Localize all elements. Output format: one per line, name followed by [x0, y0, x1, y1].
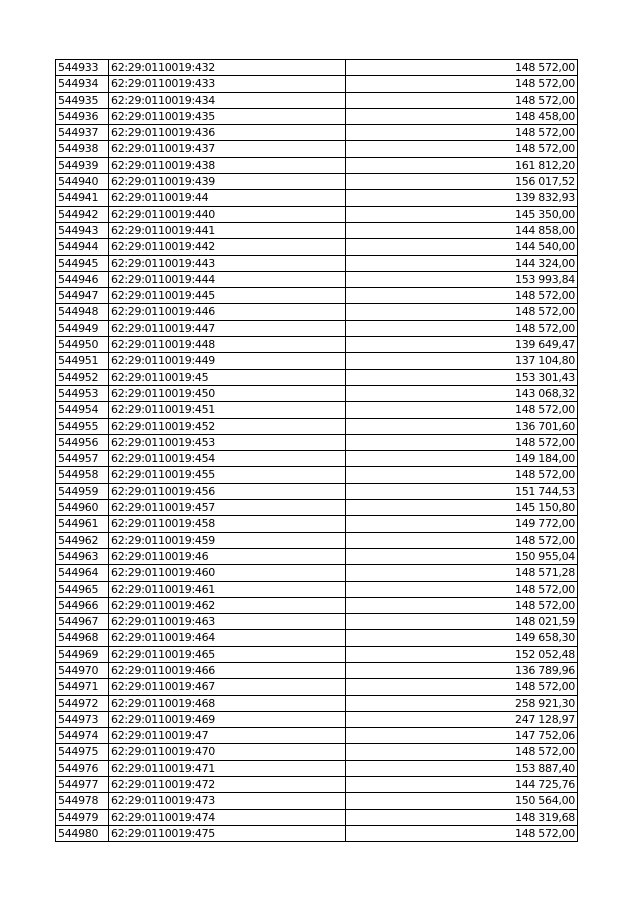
table-row [56, 662, 578, 678]
cadastral-value-cell: 148 021,59 [346, 614, 578, 630]
row-id-cell: 544978 [56, 793, 109, 809]
row-id-cell: 544979 [56, 809, 109, 825]
cadastral-number-cell: 62:29:0110019:45 [109, 369, 346, 385]
cadastral-value-cell: 148 572,00 [346, 320, 578, 336]
table-row [56, 711, 578, 727]
cadastral-number-cell: 62:29:0110019:437 [109, 141, 346, 157]
cadastral-value-cell: 148 572,00 [346, 125, 578, 141]
table-row [56, 92, 578, 108]
row-id-cell: 544970 [56, 662, 109, 678]
cadastral-value-cell: 258 921,30 [346, 695, 578, 711]
table-row [56, 337, 578, 353]
row-id-cell: 544962 [56, 532, 109, 548]
cadastral-number-cell: 62:29:0110019:47 [109, 728, 346, 744]
row-id-cell: 544976 [56, 760, 109, 776]
table-body [56, 60, 578, 842]
cadastral-number-cell: 62:29:0110019:449 [109, 353, 346, 369]
row-id-cell: 544971 [56, 679, 109, 695]
row-id-cell: 544952 [56, 369, 109, 385]
cadastral-number-cell: 62:29:0110019:444 [109, 271, 346, 287]
cadastral-number-cell: 62:29:0110019:445 [109, 288, 346, 304]
cadastral-value-cell: 148 572,00 [346, 402, 578, 418]
row-id-cell: 544934 [56, 76, 109, 92]
cadastral-value-cell: 139 649,47 [346, 337, 578, 353]
row-id-cell: 544954 [56, 402, 109, 418]
cadastral-value-cell: 148 572,00 [346, 304, 578, 320]
row-id-cell: 544939 [56, 157, 109, 173]
cadastral-value-cell: 149 658,30 [346, 630, 578, 646]
table-row [56, 288, 578, 304]
cadastral-number-cell: 62:29:0110019:469 [109, 711, 346, 727]
cadastral-number-cell: 62:29:0110019:459 [109, 532, 346, 548]
cadastral-value-cell: 150 955,04 [346, 548, 578, 564]
table-row [56, 434, 578, 450]
table-row [56, 190, 578, 206]
cadastral-value-cell: 153 887,40 [346, 760, 578, 776]
cadastral-number-cell: 62:29:0110019:465 [109, 646, 346, 662]
cadastral-number-cell: 62:29:0110019:456 [109, 483, 346, 499]
row-id-cell: 544941 [56, 190, 109, 206]
table-row [56, 500, 578, 516]
cadastral-number-cell: 62:29:0110019:475 [109, 825, 346, 841]
row-id-cell: 544936 [56, 108, 109, 124]
table-row [56, 809, 578, 825]
cadastral-value-cell: 247 128,97 [346, 711, 578, 727]
cadastral-value-cell: 136 701,60 [346, 418, 578, 434]
cadastral-value-cell: 153 993,84 [346, 271, 578, 287]
table-row [56, 239, 578, 255]
cadastral-value-cell: 149 772,00 [346, 516, 578, 532]
table-row [56, 597, 578, 613]
cadastral-value-cell: 143 068,32 [346, 385, 578, 401]
row-id-cell: 544967 [56, 614, 109, 630]
cadastral-value-cell: 136 789,96 [346, 662, 578, 678]
cadastral-number-cell: 62:29:0110019:468 [109, 695, 346, 711]
cadastral-value-cell: 150 564,00 [346, 793, 578, 809]
table-row [56, 174, 578, 190]
table-row [56, 548, 578, 564]
row-id-cell: 544956 [56, 434, 109, 450]
cadastral-number-cell: 62:29:0110019:471 [109, 760, 346, 776]
table-row [56, 320, 578, 336]
cadastral-number-cell: 62:29:0110019:462 [109, 597, 346, 613]
table-row [56, 483, 578, 499]
table-row [56, 532, 578, 548]
cadastral-number-cell: 62:29:0110019:458 [109, 516, 346, 532]
table-row [56, 565, 578, 581]
cadastral-number-cell: 62:29:0110019:460 [109, 565, 346, 581]
cadastral-value-cell: 148 571,28 [346, 565, 578, 581]
cadastral-value-cell: 148 572,00 [346, 597, 578, 613]
row-id-cell: 544972 [56, 695, 109, 711]
row-id-cell: 544947 [56, 288, 109, 304]
row-id-cell: 544980 [56, 825, 109, 841]
table-row [56, 825, 578, 841]
cadastral-value-cell: 156 017,52 [346, 174, 578, 190]
cadastral-number-cell: 62:29:0110019:438 [109, 157, 346, 173]
cadastral-number-cell: 62:29:0110019:455 [109, 467, 346, 483]
row-id-cell: 544957 [56, 451, 109, 467]
cadastral-number-cell: 62:29:0110019:436 [109, 125, 346, 141]
table-row [56, 516, 578, 532]
table-row [56, 255, 578, 271]
cadastral-number-cell: 62:29:0110019:474 [109, 809, 346, 825]
row-id-cell: 544955 [56, 418, 109, 434]
table-row [56, 385, 578, 401]
cadastral-number-cell: 62:29:0110019:464 [109, 630, 346, 646]
cadastral-number-cell: 62:29:0110019:461 [109, 581, 346, 597]
row-id-cell: 544975 [56, 744, 109, 760]
cadastral-value-cell: 148 572,00 [346, 532, 578, 548]
row-id-cell: 544966 [56, 597, 109, 613]
cadastral-value-cell: 139 832,93 [346, 190, 578, 206]
row-id-cell: 544938 [56, 141, 109, 157]
table-row [56, 271, 578, 287]
row-id-cell: 544944 [56, 239, 109, 255]
cadastral-number-cell: 62:29:0110019:454 [109, 451, 346, 467]
row-id-cell: 544974 [56, 728, 109, 744]
cadastral-value-cell: 144 324,00 [346, 255, 578, 271]
cadastral-number-cell: 62:29:0110019:457 [109, 500, 346, 516]
cadastral-value-cell: 145 350,00 [346, 206, 578, 222]
table-row [56, 646, 578, 662]
table-row [56, 304, 578, 320]
row-id-cell: 544961 [56, 516, 109, 532]
cadastral-value-cell: 148 458,00 [346, 108, 578, 124]
row-id-cell: 544960 [56, 500, 109, 516]
table-row [56, 222, 578, 238]
row-id-cell: 544948 [56, 304, 109, 320]
cadastral-number-cell: 62:29:0110019:448 [109, 337, 346, 353]
cadastral-value-cell: 147 752,06 [346, 728, 578, 744]
table-row [56, 760, 578, 776]
table-row [56, 402, 578, 418]
row-id-cell: 544946 [56, 271, 109, 287]
table-row [56, 614, 578, 630]
row-id-cell: 544964 [56, 565, 109, 581]
row-id-cell: 544935 [56, 92, 109, 108]
cadastral-number-cell: 62:29:0110019:439 [109, 174, 346, 190]
table-row [56, 728, 578, 744]
row-id-cell: 544977 [56, 777, 109, 793]
table-row [56, 744, 578, 760]
row-id-cell: 544953 [56, 385, 109, 401]
row-id-cell: 544942 [56, 206, 109, 222]
table-row [56, 418, 578, 434]
cadastral-number-cell: 62:29:0110019:463 [109, 614, 346, 630]
cadastral-value-cell: 149 184,00 [346, 451, 578, 467]
row-id-cell: 544949 [56, 320, 109, 336]
row-id-cell: 544958 [56, 467, 109, 483]
table-row [56, 60, 578, 76]
cadastral-value-cell: 137 104,80 [346, 353, 578, 369]
cadastral-value-cell: 148 572,00 [346, 288, 578, 304]
table-row [56, 451, 578, 467]
row-id-cell: 544951 [56, 353, 109, 369]
table-row [56, 157, 578, 173]
table-row [56, 695, 578, 711]
cadastral-number-cell: 62:29:0110019:440 [109, 206, 346, 222]
table-row [56, 206, 578, 222]
cadastral-number-cell: 62:29:0110019:451 [109, 402, 346, 418]
cadastral-number-cell: 62:29:0110019:470 [109, 744, 346, 760]
cadastral-value-cell: 148 572,00 [346, 92, 578, 108]
table-row [56, 76, 578, 92]
cadastral-value-cell: 148 572,00 [346, 581, 578, 597]
cadastral-value-cell: 148 572,00 [346, 679, 578, 695]
row-id-cell: 544963 [56, 548, 109, 564]
row-id-cell: 544940 [56, 174, 109, 190]
cadastral-number-cell: 62:29:0110019:435 [109, 108, 346, 124]
table-row [56, 467, 578, 483]
row-id-cell: 544943 [56, 222, 109, 238]
cadastral-number-cell: 62:29:0110019:472 [109, 777, 346, 793]
cadastral-value-cell: 144 540,00 [346, 239, 578, 255]
row-id-cell: 544968 [56, 630, 109, 646]
row-id-cell: 544973 [56, 711, 109, 727]
cadastral-value-cell: 153 301,43 [346, 369, 578, 385]
cadastral-value-cell: 148 572,00 [346, 825, 578, 841]
cadastral-number-cell: 62:29:0110019:473 [109, 793, 346, 809]
cadastral-number-cell: 62:29:0110019:452 [109, 418, 346, 434]
cadastral-value-cell: 145 150,80 [346, 500, 578, 516]
table-row [56, 141, 578, 157]
row-id-cell: 544937 [56, 125, 109, 141]
table-row [56, 108, 578, 124]
row-id-cell: 544965 [56, 581, 109, 597]
cadastral-number-cell: 62:29:0110019:466 [109, 662, 346, 678]
cadastral-number-cell: 62:29:0110019:443 [109, 255, 346, 271]
table-row [56, 125, 578, 141]
cadastral-value-cell: 148 572,00 [346, 60, 578, 76]
table-row [56, 369, 578, 385]
cadastral-value-cell: 148 572,00 [346, 76, 578, 92]
row-id-cell: 544933 [56, 60, 109, 76]
table-row [56, 353, 578, 369]
cadastral-value-table [55, 59, 578, 842]
row-id-cell: 544969 [56, 646, 109, 662]
cadastral-number-cell: 62:29:0110019:442 [109, 239, 346, 255]
cadastral-value-cell: 148 572,00 [346, 467, 578, 483]
cadastral-number-cell: 62:29:0110019:447 [109, 320, 346, 336]
cadastral-number-cell: 62:29:0110019:434 [109, 92, 346, 108]
cadastral-number-cell: 62:29:0110019:467 [109, 679, 346, 695]
cadastral-value-cell: 152 052,48 [346, 646, 578, 662]
cadastral-number-cell: 62:29:0110019:44 [109, 190, 346, 206]
row-id-cell: 544945 [56, 255, 109, 271]
cadastral-number-cell: 62:29:0110019:453 [109, 434, 346, 450]
table-row [56, 581, 578, 597]
cadastral-number-cell: 62:29:0110019:46 [109, 548, 346, 564]
table-row [56, 793, 578, 809]
cadastral-value-cell: 148 572,00 [346, 434, 578, 450]
cadastral-value-cell: 144 725,76 [346, 777, 578, 793]
cadastral-value-cell: 161 812,20 [346, 157, 578, 173]
table-row [56, 679, 578, 695]
cadastral-value-cell: 144 858,00 [346, 222, 578, 238]
table-row [56, 630, 578, 646]
row-id-cell: 544950 [56, 337, 109, 353]
cadastral-number-cell: 62:29:0110019:441 [109, 222, 346, 238]
cadastral-value-cell: 151 744,53 [346, 483, 578, 499]
row-id-cell: 544959 [56, 483, 109, 499]
cadastral-value-cell: 148 572,00 [346, 141, 578, 157]
cadastral-number-cell: 62:29:0110019:446 [109, 304, 346, 320]
cadastral-number-cell: 62:29:0110019:433 [109, 76, 346, 92]
cadastral-number-cell: 62:29:0110019:450 [109, 385, 346, 401]
table-row [56, 777, 578, 793]
cadastral-value-cell: 148 572,00 [346, 744, 578, 760]
cadastral-value-cell: 148 319,68 [346, 809, 578, 825]
cadastral-number-cell: 62:29:0110019:432 [109, 60, 346, 76]
